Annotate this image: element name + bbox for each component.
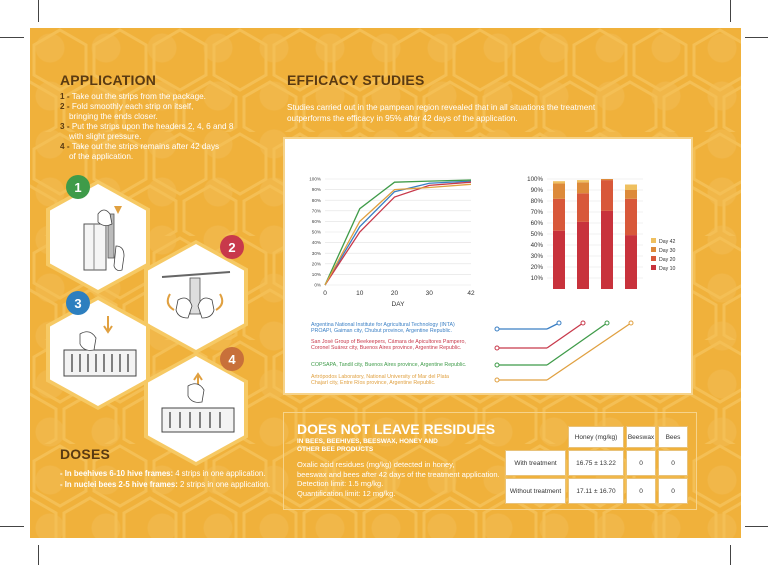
stacked-bar-segment bbox=[601, 180, 613, 211]
step-4: 4 - Take out the strips remains after 42 days of the application. bbox=[60, 142, 220, 161]
table-cell: 0 bbox=[626, 450, 656, 476]
row-label-without-treatment: Without treatment bbox=[505, 478, 566, 504]
stacked-bar-segment bbox=[601, 179, 613, 180]
x-tick-label: 0 bbox=[323, 290, 327, 297]
residues-title: DOES NOT LEAVE RESIDUES bbox=[297, 421, 496, 437]
table-cell: 0 bbox=[658, 478, 688, 504]
connector-line bbox=[547, 323, 607, 365]
crop-mark bbox=[0, 526, 24, 527]
application-steps bbox=[60, 92, 270, 162]
step-3: 3 - Put the strips upon the headers 2, 4, 6 and 8 with slight pressure. bbox=[60, 122, 234, 141]
y-tick-label: 50% bbox=[530, 231, 543, 238]
y-tick-label: 20% bbox=[311, 261, 321, 267]
y-tick-label: 0% bbox=[314, 282, 321, 288]
efficacy-chart-panel bbox=[283, 137, 693, 395]
legend-swatch bbox=[651, 256, 656, 261]
efficacy-text: Studies carried out in the pampean region revealed that in all situations the treatment outperforms the efficacy in 95% after 42 days of the application. bbox=[287, 103, 596, 123]
y-tick-label: 30% bbox=[530, 253, 543, 260]
col-header-beeswax: Beeswax bbox=[626, 426, 656, 448]
stacked-bar-segment bbox=[577, 180, 589, 182]
y-tick-label: 20% bbox=[530, 264, 543, 271]
legend-item-inta: Argentina National Institute for Agricultural Technology (INTA) PROAPI, Gaiman city, Chubut province, Argentine Republic. bbox=[311, 322, 455, 335]
step-badge-3: 3 bbox=[66, 291, 90, 315]
stacked-bar-segment bbox=[601, 211, 613, 289]
crop-mark bbox=[38, 0, 39, 22]
efficacy-charts bbox=[285, 139, 691, 393]
x-tick-label: 30 bbox=[425, 290, 433, 297]
y-tick-label: 60% bbox=[530, 220, 543, 227]
y-tick-label: 10% bbox=[311, 272, 321, 277]
stacked-bar-segment bbox=[553, 181, 565, 183]
stacked-bar-segment bbox=[625, 235, 637, 289]
y-tick-label: 90% bbox=[530, 187, 543, 194]
col-header-honey: Honey (mg/kg) bbox=[568, 426, 624, 448]
legend-swatch bbox=[651, 238, 656, 243]
connector-dot bbox=[581, 321, 585, 325]
y-tick-label: 100% bbox=[527, 176, 543, 183]
crop-mark bbox=[745, 526, 768, 527]
series-line bbox=[325, 182, 471, 285]
connector-line bbox=[547, 323, 631, 380]
application-title: APPLICATION bbox=[60, 72, 157, 88]
series-line bbox=[325, 184, 471, 285]
stacked-bar-segment bbox=[577, 222, 589, 289]
y-tick-label: 80% bbox=[311, 197, 321, 203]
y-tick-label: 90% bbox=[311, 187, 321, 193]
y-tick-label: 60% bbox=[311, 219, 321, 224]
connector-dot bbox=[629, 321, 633, 325]
x-tick-label: 42 bbox=[467, 290, 475, 297]
y-tick-label: 30% bbox=[311, 250, 321, 256]
table-cell: 16.75 ± 13.22 bbox=[568, 450, 624, 476]
y-tick-label: 10% bbox=[530, 275, 543, 282]
step-badge-4: 4 bbox=[220, 347, 244, 371]
crop-mark bbox=[730, 0, 731, 22]
crop-mark bbox=[0, 37, 24, 38]
table-cell: 17.11 ± 16.70 bbox=[568, 478, 624, 504]
legend-item-san-jose: San José Group of Beekeepers, Cámara de Apicultores Pampero, Coronel Suárez city, Buenos Aires province, Argentine Republic. bbox=[311, 339, 466, 352]
legend-swatch bbox=[651, 265, 656, 270]
series-line bbox=[325, 181, 471, 285]
stacked-bar-segment bbox=[577, 193, 589, 222]
stacked-bar-segment bbox=[625, 190, 637, 199]
y-tick-label: 100% bbox=[309, 176, 321, 182]
legend-item-artropodos: Artrópodos Laboratory, National University of Mar del Plata Chajarí city, Entre Ríos province, Argentine Republic. bbox=[311, 374, 449, 387]
step-1: 1 - Take out the strips from the package. bbox=[60, 92, 206, 101]
step-badge-2: 2 bbox=[220, 235, 244, 259]
y-tick-label: 40% bbox=[311, 240, 321, 246]
y-tick-label: 50% bbox=[311, 229, 321, 235]
x-tick-label: 20 bbox=[390, 290, 399, 297]
connector-dot bbox=[557, 321, 561, 325]
y-tick-label: 80% bbox=[530, 198, 543, 205]
x-axis-label: DAY bbox=[391, 301, 405, 308]
bar-legend-label: Day 30 bbox=[659, 248, 676, 254]
residues-subtitle: IN BEES, BEEHIVES, BEESWAX, HONEY AND OTHER BEE PRODUCTS bbox=[297, 438, 438, 453]
step-2: 2 - Fold smoothly each strip on itself, bringing the ends closer. bbox=[60, 102, 194, 121]
bar-legend-label: Day 10 bbox=[659, 266, 676, 272]
table-cell: 0 bbox=[658, 450, 688, 476]
legend-item-copsapa: COPSAPA, Tandil city, Buenos Aires province, Argentine Republic. bbox=[311, 362, 467, 368]
legend-swatch bbox=[651, 247, 656, 252]
doses-text: - In beehives 6-10 hive frames: 4 strips in one application. - In nuclei bees 2-5 hive frames: 2 strips in one application. bbox=[60, 469, 271, 489]
stacked-bar-segment bbox=[553, 231, 565, 289]
table-cell: 0 bbox=[626, 478, 656, 504]
bar-legend-label: Day 42 bbox=[659, 239, 676, 245]
y-tick-label: 70% bbox=[530, 209, 543, 216]
efficacy-title: EFFICACY STUDIES bbox=[287, 72, 425, 88]
doses-title: DOSES bbox=[60, 446, 111, 462]
stacked-bar-segment bbox=[625, 199, 637, 235]
y-tick-label: 40% bbox=[530, 242, 543, 249]
bar-legend-label: Day 20 bbox=[659, 257, 676, 263]
step-badge-1: 1 bbox=[66, 175, 90, 199]
crop-mark bbox=[38, 545, 39, 565]
residues-description: Oxalic acid residues (mg/kg) detected in honey, beeswax and bees after 42 days of the treatment application. Detection limit: 1.5 mg/kg. Quantification limit: 12 mg/kg. bbox=[297, 460, 500, 498]
stacked-bar-segment bbox=[553, 199, 565, 231]
stacked-bar-segment bbox=[553, 183, 565, 198]
col-header-bees: Bees bbox=[658, 426, 688, 448]
crop-mark bbox=[730, 545, 731, 565]
stacked-bar-segment bbox=[625, 185, 637, 191]
x-tick-label: 10 bbox=[356, 290, 364, 297]
y-tick-label: 70% bbox=[311, 208, 321, 214]
stacked-bar-segment bbox=[577, 182, 589, 193]
row-label-with-treatment: With treatment bbox=[505, 450, 566, 476]
connector-dot bbox=[605, 321, 609, 325]
crop-mark bbox=[745, 37, 768, 38]
